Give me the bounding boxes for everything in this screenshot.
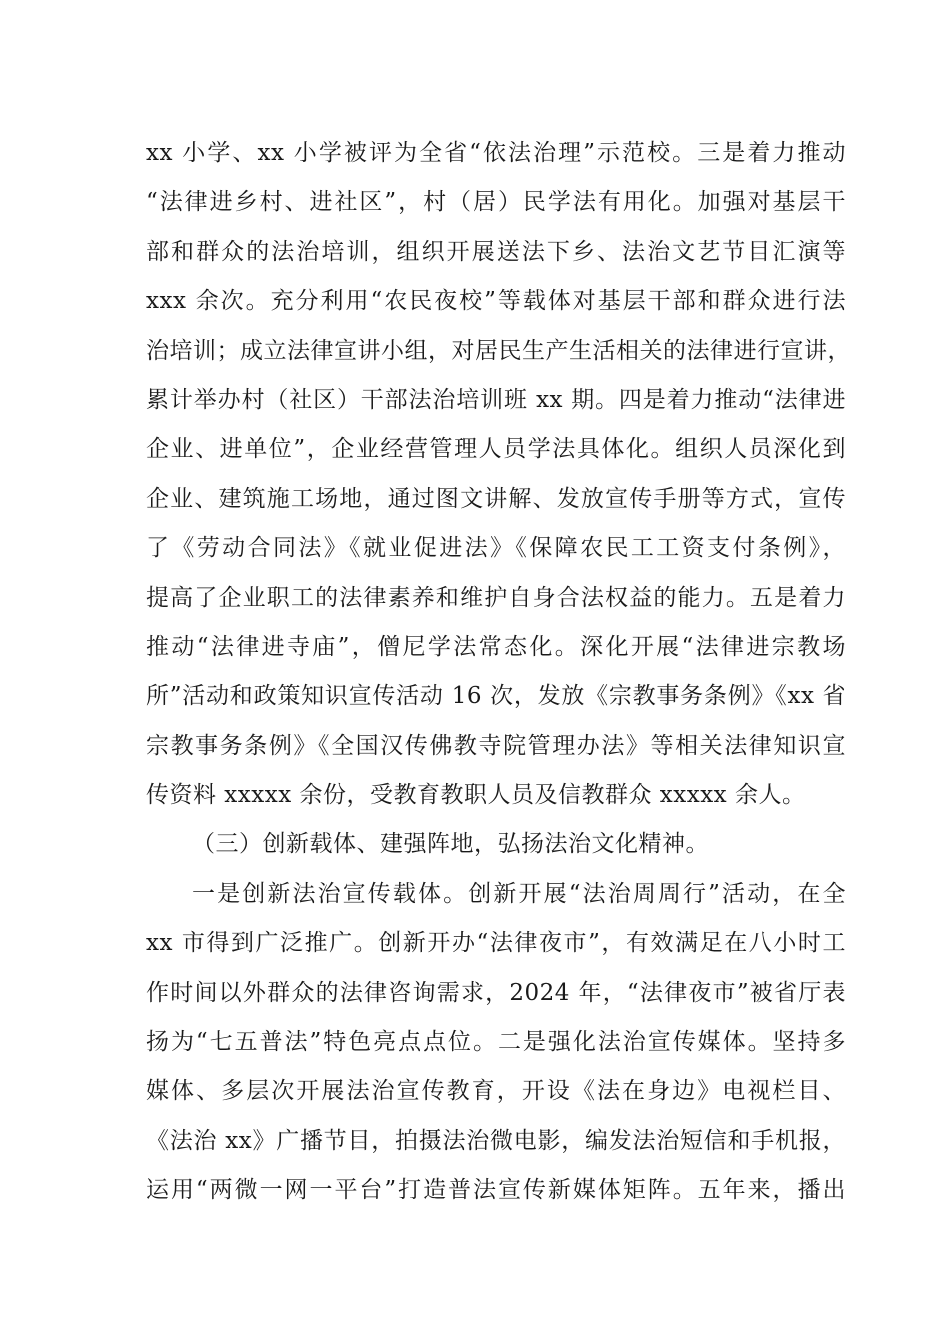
- text-line: 企业、建筑施工场地，通过图文讲解、发放宣传手册等方式，宣传: [146, 485, 846, 512]
- text-line: 扬为“七五普法”特色亮点点位。二是强化法治宣传媒体。坚持多: [146, 1029, 846, 1056]
- text-line: xx 小学、xx 小学被评为全省“依法治理”示范校。三是着力推动: [146, 140, 846, 166]
- text-line: 了《劳动合同法》《就业促进法》《保障农民工工资支付条例》，: [146, 535, 846, 562]
- text-line: 累计举办村（社区）干部法治培训班 xx 期。四是着力推动“法律进: [146, 386, 846, 413]
- text-line: 运用“两微一网一平台”打造普法宣传新媒体矩阵。五年来，播出: [146, 1177, 846, 1204]
- section-heading: （三）创新载体、建强阵地，弘扬法治文化精神。: [192, 831, 709, 858]
- text-line: 传资料 xxxxx 余份，受教育教职人员及信教群众 xxxxx 余人。: [146, 782, 806, 809]
- text-line: 部和群众的法治培训，组织开展送法下乡、法治文艺节目汇演等: [146, 238, 846, 265]
- text-line: 提高了企业职工的法律素养和维护自身合法权益的能力。五是着力: [146, 584, 846, 611]
- text-line: xxx 余次。充分利用“农民夜校”等载体对基层干部和群众进行法: [146, 288, 846, 315]
- body-text: [146, 135, 851, 1222]
- text-line: 作时间以外群众的法律咨询需求，2024 年，“法律夜市”被省厅表: [146, 979, 846, 1006]
- text-line: 治培训；成立法律宣讲小组，对居民生产生活相关的法律进行宣讲，: [146, 337, 851, 364]
- text-line: 一是创新法治宣传载体。创新开展“法治周周行”活动，在全: [192, 880, 846, 907]
- text-line: 推动“法律进寺庙”，僧尼学法常态化。深化开展“法律进宗教场: [146, 633, 846, 660]
- text-line: 所”活动和政策知识宣传活动 16 次，发放《宗教事务条例》《xx 省: [146, 683, 846, 710]
- text-line: 《法治 xx》广播节目，拍摄法治微电影，编发法治短信和手机报，: [146, 1127, 846, 1154]
- text-line: 宗教事务条例》《全国汉传佛教寺院管理办法》等相关法律知识宣: [146, 732, 846, 759]
- text-line: 企业、进单位”，企业经营管理人员学法具体化。组织人员深化到: [146, 436, 846, 463]
- text-line: “法律进乡村、进社区”，村（居）民学法有用化。加强对基层干: [146, 189, 846, 216]
- text-line: xx 市得到广泛推广。创新开办“法律夜市”，有效满足在八小时工: [146, 930, 846, 957]
- text-line: 媒体、多层次开展法治宣传教育，开设《法在身边》电视栏目、: [146, 1078, 846, 1105]
